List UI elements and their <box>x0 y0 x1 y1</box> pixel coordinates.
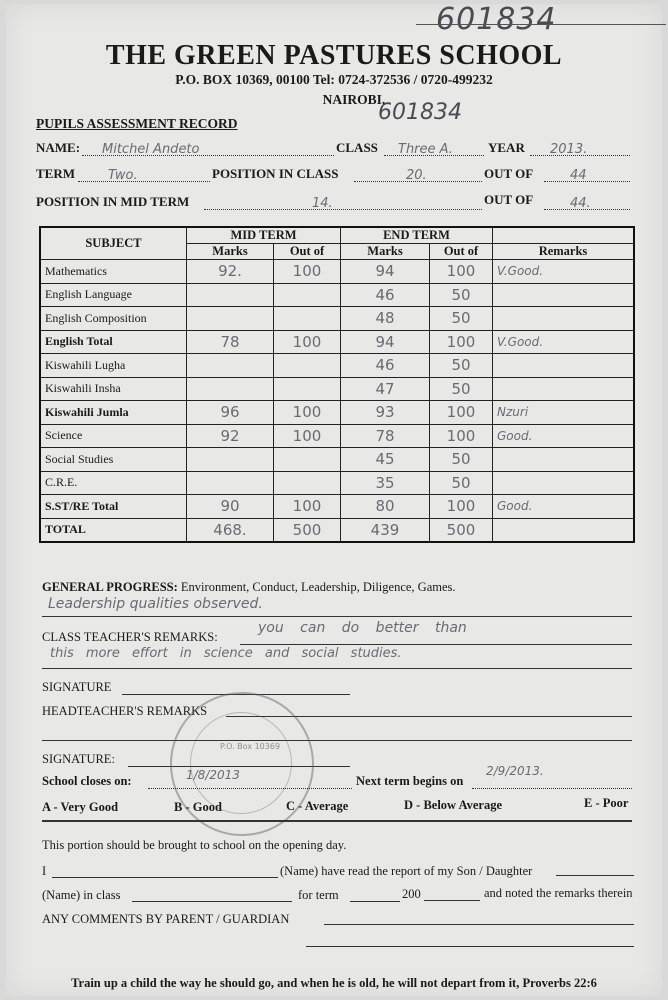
end-marks-cell: 93 <box>341 401 430 425</box>
remarks-cell <box>493 283 635 307</box>
end-marks-cell: 46 <box>341 354 430 378</box>
end-marks-cell: 78 <box>341 424 430 448</box>
school-name: THE GREEN PASTURES SCHOOL <box>105 40 563 71</box>
serial-underline <box>416 24 666 25</box>
mid-marks-cell: 96 <box>187 401 274 425</box>
general-progress-text: Environment, Conduct, Leadership, Diligence, Games. <box>177 580 456 594</box>
comments-line-1 <box>324 924 634 925</box>
signature-label-2: SIGNATURE: <box>42 752 115 766</box>
stamp-text: P.O. Box 10369 <box>220 742 281 751</box>
child-name-line <box>556 875 634 876</box>
general-progress-label: GENERAL PROGRESS: <box>42 580 178 594</box>
mid-outof-cell: 100 <box>274 424 341 448</box>
end-outof-cell: 100 <box>430 260 493 284</box>
subject-cell: S.ST/RE Total <box>40 495 187 519</box>
mid-outof-cell <box>274 354 341 378</box>
begins-label: Next term begins on <box>356 774 464 788</box>
end-marks-cell: 94 <box>341 260 430 284</box>
mid-outof-cell: 100 <box>274 260 341 284</box>
table-row <box>40 401 634 425</box>
remarks-header: Remarks <box>493 244 635 260</box>
mid-marks-cell: 78 <box>187 330 274 354</box>
subject-header: SUBJECT <box>40 227 187 260</box>
position-value: 20. <box>406 168 427 183</box>
subject-cell: C.R.E. <box>40 471 187 495</box>
end-marks-cell: 94 <box>341 330 430 354</box>
mid-outof-cell <box>274 307 341 331</box>
grade-b: B - Good <box>174 800 222 814</box>
mid-outof-cell: 100 <box>274 330 341 354</box>
parent-intro: This portion should be brought to school on the opening day. <box>42 838 347 852</box>
mid-outof-cell <box>274 283 341 307</box>
midterm-out-of-label: OUT OF <box>484 192 534 207</box>
comments-line-2 <box>306 946 634 947</box>
table-row <box>40 283 634 307</box>
table-row <box>40 471 634 495</box>
parent-i-label: I <box>42 864 47 878</box>
remarks-cell: Good. <box>493 424 635 448</box>
table-row <box>40 307 634 331</box>
mid-marks-cell <box>187 354 274 378</box>
teacher-remarks-line-1 <box>240 644 632 645</box>
mid-marks-cell: 468. <box>187 518 274 542</box>
mid-marks-cell: 92 <box>187 424 274 448</box>
record-title: PUPILS ASSESSMENT RECORD <box>36 116 238 131</box>
name-value: Mitchel Andeto <box>102 142 200 157</box>
subject-cell: Kiswahili Lugha <box>40 354 187 378</box>
footer-motto: Train up a child the way he should go, and when he is old, he will not depart from it, Proverbs 22:6 <box>71 976 597 990</box>
mid-outof-cell <box>274 377 341 401</box>
parent-for-term: for term <box>298 888 339 902</box>
end-outof-cell: 50 <box>430 448 493 472</box>
general-progress <box>42 580 456 595</box>
grade-a: A - Very Good <box>42 800 119 814</box>
end-outof-cell: 50 <box>430 377 493 401</box>
subject-cell: English Composition <box>40 307 187 331</box>
end-outof-cell: 50 <box>430 283 493 307</box>
midterm-out-of-value: 44. <box>570 196 591 211</box>
year-line <box>424 900 480 901</box>
class-label: CLASS <box>336 140 378 155</box>
marks-table <box>39 226 635 543</box>
table-row <box>40 330 634 354</box>
midterm-position-label: POSITION IN MID TERM <box>36 194 190 209</box>
parent-name-line <box>52 877 278 878</box>
remarks-cell <box>493 307 635 331</box>
year-label: YEAR <box>488 140 525 155</box>
name-field <box>82 140 334 156</box>
end-term-header: END TERM <box>341 227 493 244</box>
parent-name-read: (Name) have read the report of my Son / Daughter <box>280 864 533 878</box>
table-row <box>40 260 634 284</box>
grades-divider <box>42 820 632 822</box>
begins-value: 2/9/2013. <box>486 764 544 778</box>
position-label: POSITION IN CLASS <box>212 166 339 181</box>
subject-cell: Social Studies <box>40 448 187 472</box>
end-marks-cell: 439 <box>341 518 430 542</box>
term-label: TERM <box>36 166 75 181</box>
remarks-cell <box>493 471 635 495</box>
end-outof-header: Out of <box>430 244 493 260</box>
mid-outof-cell <box>274 448 341 472</box>
report-card-sheet <box>6 4 662 996</box>
term-line <box>350 901 400 902</box>
midterm-out-of-field <box>544 194 630 210</box>
closes-value: 1/8/2013 <box>186 768 240 782</box>
table-row <box>40 424 634 448</box>
remarks-cell <box>493 354 635 378</box>
class-field <box>384 140 484 156</box>
remarks-cell: Good. <box>493 495 635 519</box>
remarks-header-top <box>493 227 635 244</box>
out-of-label: OUT OF <box>484 166 534 181</box>
end-outof-cell: 50 <box>430 307 493 331</box>
subject-cell: English Language <box>40 283 187 307</box>
closes-line <box>148 788 352 789</box>
remarks-cell: Nzuri <box>493 401 635 425</box>
subject-cell: Science <box>40 424 187 448</box>
teacher-remarks-line-2 <box>42 668 632 669</box>
end-marks-cell: 35 <box>341 471 430 495</box>
mid-outof-header: Out of <box>274 244 341 260</box>
end-outof-cell: 100 <box>430 330 493 354</box>
midterm-position-field <box>204 194 482 210</box>
stamp-inner-ring <box>190 712 292 814</box>
out-of-value: 44 <box>570 168 587 183</box>
end-marks-cell: 80 <box>341 495 430 519</box>
position-field <box>354 166 482 182</box>
subject-cell: TOTAL <box>40 518 187 542</box>
end-marks-cell: 45 <box>341 448 430 472</box>
end-marks-cell: 47 <box>341 377 430 401</box>
end-outof-cell: 500 <box>430 518 493 542</box>
end-outof-cell: 50 <box>430 354 493 378</box>
remarks-cell: V.Good. <box>493 330 635 354</box>
serial-number-mid: 601834 <box>378 100 462 125</box>
parent-comments-label: ANY COMMENTS BY PARENT / GUARDIAN <box>42 912 290 926</box>
mid-marks-cell: 90 <box>187 495 274 519</box>
table-row <box>40 518 634 542</box>
end-outof-cell: 50 <box>430 471 493 495</box>
school-city: NAIROBI. <box>322 92 386 107</box>
school-address: P.O. BOX 10369, 00100 Tel: 0724-372536 / 0720-499232 <box>175 72 493 87</box>
parent-year-200: 200 <box>402 887 421 901</box>
term-field <box>78 166 210 182</box>
table-row <box>40 354 634 378</box>
table-row <box>40 377 634 401</box>
table-row <box>40 495 634 519</box>
grade-d: D - Below Average <box>404 798 503 812</box>
mid-marks-header: Marks <box>187 244 274 260</box>
teacher-remarks-hand-2: this more effort in science and social studies. <box>50 646 402 661</box>
class-line <box>132 901 292 902</box>
mid-marks-cell <box>187 307 274 331</box>
subject-cell: English Total <box>40 330 187 354</box>
end-marks-cell: 48 <box>341 307 430 331</box>
subject-cell: Mathematics <box>40 260 187 284</box>
mid-outof-cell: 100 <box>274 401 341 425</box>
end-marks-cell: 46 <box>341 283 430 307</box>
mid-outof-cell <box>274 471 341 495</box>
end-marks-header: Marks <box>341 244 430 260</box>
general-progress-hand: Leadership qualities observed. <box>48 596 263 612</box>
mid-marks-cell: 92. <box>187 260 274 284</box>
grade-c: C - Average <box>286 799 349 813</box>
mid-marks-cell <box>187 377 274 401</box>
parent-name-class: (Name) in class <box>42 888 121 902</box>
remarks-cell <box>493 518 635 542</box>
end-outof-cell: 100 <box>430 495 493 519</box>
subject-cell: Kiswahili Insha <box>40 377 187 401</box>
class-value: Three A. <box>398 142 453 157</box>
headteacher-remarks-label: HEADTEACHER'S REMARKS <box>42 704 208 718</box>
teacher-remarks-hand-1: you can do better than <box>258 620 467 636</box>
remarks-cell <box>493 377 635 401</box>
midterm-position-value: 14. <box>312 196 333 211</box>
year-field <box>530 140 630 156</box>
signature-label: SIGNATURE <box>42 680 112 694</box>
name-label: NAME: <box>36 140 81 155</box>
begins-line <box>472 788 632 789</box>
table-row <box>40 448 634 472</box>
mid-outof-cell: 100 <box>274 495 341 519</box>
grade-e: E - Poor <box>584 796 629 810</box>
serial-number-top: 601834 <box>436 2 557 37</box>
closes-label: School closes on: <box>42 774 132 788</box>
teacher-remarks-label: CLASS TEACHER'S REMARKS: <box>42 630 218 644</box>
general-progress-line <box>42 616 632 617</box>
mid-marks-cell <box>187 471 274 495</box>
out-of-field <box>544 166 630 182</box>
mid-marks-cell <box>187 448 274 472</box>
year-value: 2013. <box>550 142 588 157</box>
term-value: Two. <box>108 168 138 183</box>
mid-marks-cell <box>187 283 274 307</box>
remarks-cell <box>493 448 635 472</box>
subject-cell: Kiswahili Jumla <box>40 401 187 425</box>
remarks-cell: V.Good. <box>493 260 635 284</box>
end-outof-cell: 100 <box>430 401 493 425</box>
end-outof-cell: 100 <box>430 424 493 448</box>
headteacher-remarks-line-2 <box>42 740 632 741</box>
mid-outof-cell: 500 <box>274 518 341 542</box>
parent-noted: and noted the remarks therein <box>484 886 633 900</box>
mid-term-header: MID TERM <box>187 227 341 244</box>
